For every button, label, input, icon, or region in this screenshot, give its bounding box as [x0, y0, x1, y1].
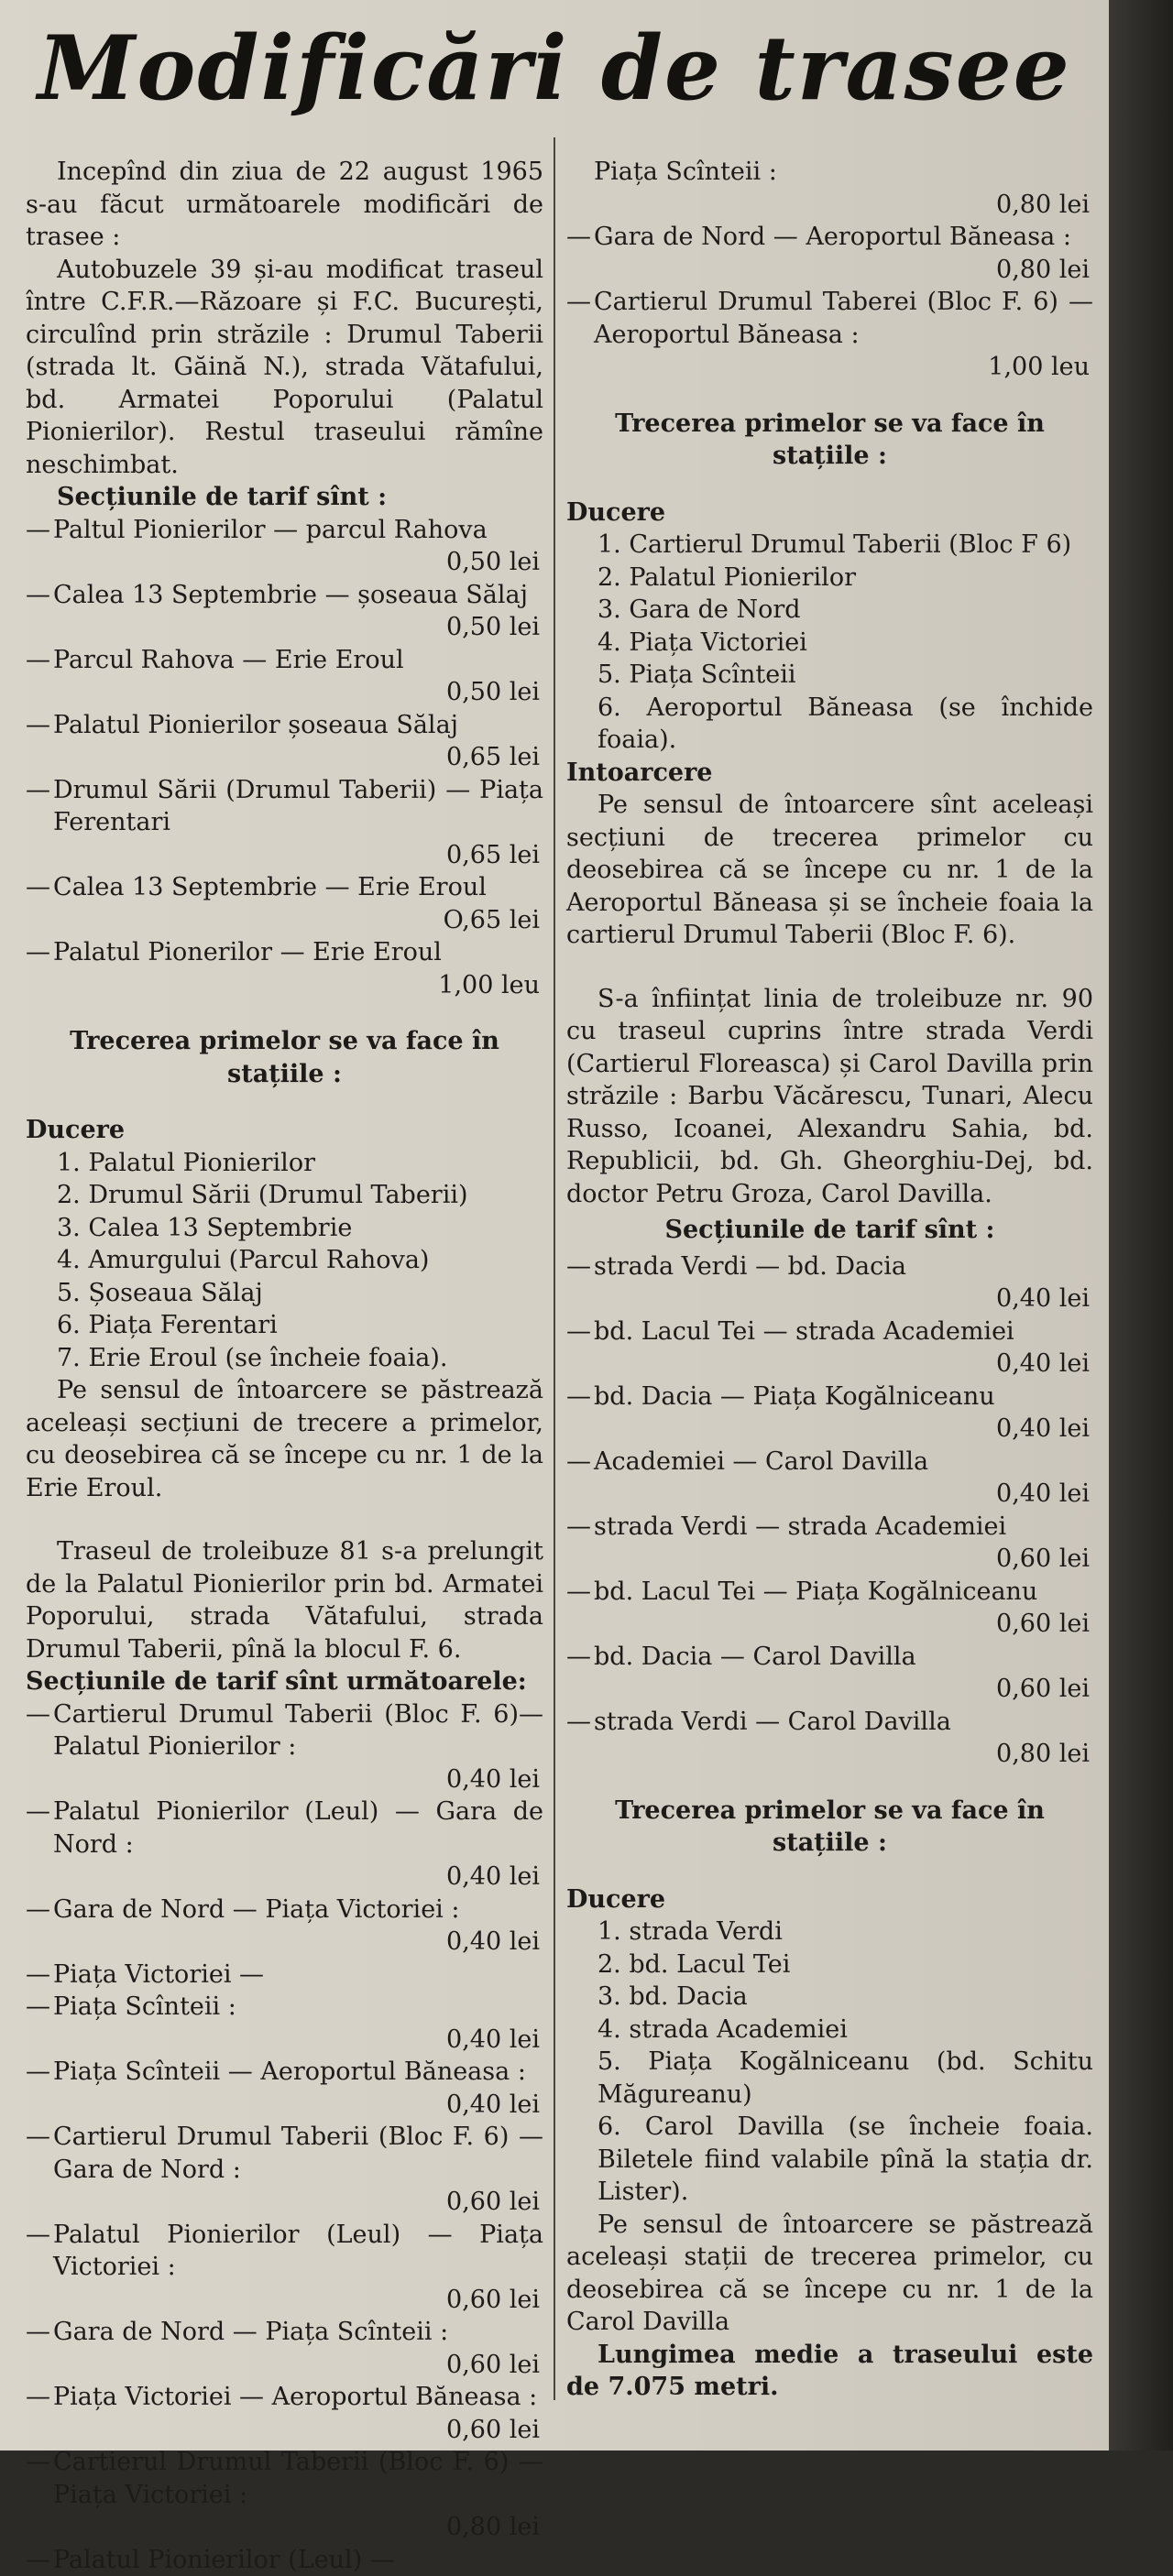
- list-item: — bd. Dacia — Piața Kogălniceanu 0,40 lei: [566, 1381, 1093, 1446]
- stations-heading-81: Trecerea primelor se va face în stațiile :: [566, 408, 1093, 473]
- background-edge: [1109, 0, 1173, 2450]
- list-item: 6. Piața Ferentari: [26, 1309, 543, 1342]
- tariff-sections-90-heading: Secțiunile de tarif sînt :: [566, 1214, 1093, 1247]
- bus-39-paragraph: Autobuzele 39 și-au modificat traseul între C.F.R.—Răzoare și F.C. București, circulînd prin străzile : Drumul Taberii (strada lt. Găină N.), strada Vătafului, bd. Armatei Poporului (Palatul Pionierilor). Restul traseului rămîne neschimbat.: [26, 254, 543, 482]
- list-item: — strada Verdi — strada Academiei 0,60 lei: [566, 1511, 1093, 1576]
- intoarcere-paragraph: Pe sensul de întoarcere sînt aceleași secțiuni de trecerea primelor cu deosebirea că se începe cu nr. 1 de la Aeroportul Băneasa și se încheie foaia la cartierul Drumul Taberii (Bloc F. 6).: [566, 789, 1093, 952]
- list-item: — Palatul Pionerilor — Erie Eroul 1,00 leu: [26, 936, 543, 1001]
- list-item: — Gara de Nord — Piața Scînteii : 0,60 lei: [26, 2316, 543, 2381]
- list-item: 2. Drumul Sării (Drumul Taberii): [26, 1179, 543, 1212]
- list-item: 1. Palatul Pionierilor: [26, 1147, 543, 1180]
- list-item: — Calea 13 Septembrie — Erie Eroul O,65 lei: [26, 871, 543, 936]
- list-item: — Piața Scînteii : 0,40 lei: [26, 1991, 543, 2056]
- trolley-81-paragraph: Traseul de troleibuze 81 s-a prelungit de la Palatul Pionierilor prin bd. Armatei Poporului, strada Vătafului, strada Drumul Taberii, pînă la blocul F. 6.: [26, 1535, 543, 1665]
- list-item: — Calea 13 Septembrie — șoseaua Sălaj 0,50 lei: [26, 579, 543, 644]
- tariff-sections-81-continued: [566, 156, 1093, 384]
- list-item: 2. Palatul Pionierilor: [566, 562, 1093, 595]
- list-item: Piața Scînteii : 0,80 lei: [566, 156, 1093, 221]
- list-item: — Palatul Pionierilor (Leul) — Gara de Nord : 0,40 lei: [26, 1796, 543, 1894]
- list-item: — Cartierul Drumul Taberei (Bloc F. 6) — Aeroportul Băneasa : 1,00 leu: [566, 286, 1093, 384]
- list-item: — Cartierul Drumul Taberii (Bloc F. 6)—Palatul Pionierilor : 0,40 lei: [26, 1698, 543, 1796]
- tariff-sections-list-39: [26, 514, 543, 1002]
- list-item: 6. Aeroportul Băneasa (se închide foaia).: [566, 692, 1093, 757]
- list-item: — Palatul Pionierilor (Leul) — Piața Victoriei : 0,60 lei: [26, 2219, 543, 2317]
- list-item: — Cartierul Drumul Taberii (Bloc F. 6) — Gara de Nord : 0,60 lei: [26, 2121, 543, 2219]
- list-item: — bd. Lacul Tei — Piața Kogălniceanu 0,60 lei: [566, 1576, 1093, 1641]
- list-item: 3. bd. Dacia: [566, 1981, 1093, 2014]
- list-item: — Gara de Nord — Aeroportul Băneasa : 0,80 lei: [566, 221, 1093, 286]
- list-item: 3. Gara de Nord: [566, 594, 1093, 627]
- list-item: 5. Piața Kogălniceanu (bd. Schitu Măgureanu): [566, 2046, 1093, 2111]
- article-title: Modificări de trasee: [0, 16, 1109, 120]
- list-item: — Piața Victoriei — Aeroportul Băneasa : 0,60 lei: [26, 2381, 543, 2446]
- list-item: 6. Carol Davilla (se încheie foaia. Biletele fiind valabile pînă la stația dr. Lister).: [566, 2111, 1093, 2209]
- return-paragraph-90: Pe sensul de întoarcere se păstrează aceleași stații de trecerea primelor, cu deosebirea că se începe cu nr. 1 de la Carol Davilla: [566, 2209, 1093, 2339]
- list-item: 1. Cartierul Drumul Taberii (Bloc F 6): [566, 529, 1093, 562]
- list-item: — Parcul Rahova — Erie Eroul 0,50 lei: [26, 644, 543, 709]
- list-item: — bd. Lacul Tei — strada Academiei 0,40 lei: [566, 1315, 1093, 1381]
- intro-paragraph: Incepînd din ziua de 22 august 1965 s-au făcut următoarele modificări de trasee :: [26, 156, 543, 254]
- stations-heading-90: Trecerea primelor se va face în stațiile :: [566, 1795, 1093, 1860]
- list-item: — Drumul Sării (Drumul Taberii) — Piața Ferentari 0,65 lei: [26, 774, 543, 872]
- ducere-heading-81: Ducere: [566, 497, 1093, 529]
- trolley-90-paragraph: S-a înființat linia de troleibuze nr. 90 cu traseul cuprins între strada Verdi (Cartierul Floreasca) și Carol Davilla prin străzile : Barbu Văcărescu, Tunari, Alecu Russo, Icoanei, Alexandru Sahia, bd. Republicii, bd. Gh. Gheorghiu-Dej, bd. doctor Petru Groza, Carol Davilla.: [566, 983, 1093, 1211]
- list-item: 3. Calea 13 Septembrie: [26, 1212, 543, 1245]
- ducere-heading: Ducere: [26, 1114, 543, 1147]
- list-item: 7. Erie Eroul (se încheie foaia).: [26, 1342, 543, 1375]
- right-column: [566, 156, 1093, 2404]
- return-paragraph: Pe sensul de întoarcere se păstrează aceleași secțiuni de trecere a primelor, cu deosebirea că se începe cu nr. 1 de la Erie Eroul.: [26, 1374, 543, 1504]
- list-item: — Academiei — Carol Davilla 0,40 lei: [566, 1446, 1093, 1511]
- ducere-stations-list: [26, 1147, 543, 1375]
- list-item: — Gara de Nord — Piața Victoriei : 0,40 lei: [26, 1894, 543, 1959]
- ducere-heading-90: Ducere: [566, 1883, 1093, 1916]
- ducere-stations-list-81: [566, 529, 1093, 757]
- list-item: — bd. Dacia — Carol Davilla 0,60 lei: [566, 1641, 1093, 1706]
- list-item: 5. Piața Scînteii: [566, 659, 1093, 692]
- list-item: — Piața Victoriei —: [26, 1959, 543, 1992]
- tariff-sections-heading: Secțiunile de tarif sînt :: [57, 481, 543, 514]
- closing-paragraph: Lungimea medie a traseului este de 7.075 metri.: [566, 2339, 1093, 2404]
- list-item: 4. Piața Victoriei: [566, 627, 1093, 660]
- stations-heading: Trecerea primelor se va face în stațiile :: [26, 1025, 543, 1090]
- ducere-stations-list-90: [566, 1916, 1093, 2209]
- list-item: 5. Șoseaua Sălaj: [26, 1277, 543, 1310]
- list-item: — Palatul Pionierilor (Leul) —: [26, 2544, 543, 2576]
- list-item: 4. Amurgului (Parcul Rahova): [26, 1244, 543, 1277]
- list-item: — Piața Scînteii — Aeroportul Băneasa : 0,40 lei: [26, 2056, 543, 2121]
- tariff-sections-list-81: [26, 1698, 543, 2576]
- list-item: — Palatul Pionierilor șoseaua Sălaj 0,65 lei: [26, 709, 543, 774]
- intoarcere-heading: Intoarcere: [566, 757, 1093, 790]
- tariff-sections-81-heading: Secțiunile de tarif sînt următoarele:: [26, 1665, 543, 1698]
- tariff-sections-list-90: [566, 1250, 1093, 1771]
- list-item: — strada Verdi — bd. Dacia 0,40 lei: [566, 1250, 1093, 1315]
- list-item: — Cartierul Drumul Taberii (Bloc F. 6) — Piața Victoriei : 0,80 lei: [26, 2446, 543, 2544]
- list-item: — Paltul Pionierilor — parcul Rahova 0,50 lei: [26, 514, 543, 579]
- list-item: — strada Verdi — Carol Davilla 0,80 lei: [566, 1706, 1093, 1771]
- column-divider: [554, 137, 555, 2400]
- list-item: 4. strada Academiei: [566, 2014, 1093, 2047]
- list-item: 1. strada Verdi: [566, 1916, 1093, 1948]
- left-column: [26, 156, 543, 2576]
- list-item: 2. bd. Lacul Tei: [566, 1948, 1093, 1981]
